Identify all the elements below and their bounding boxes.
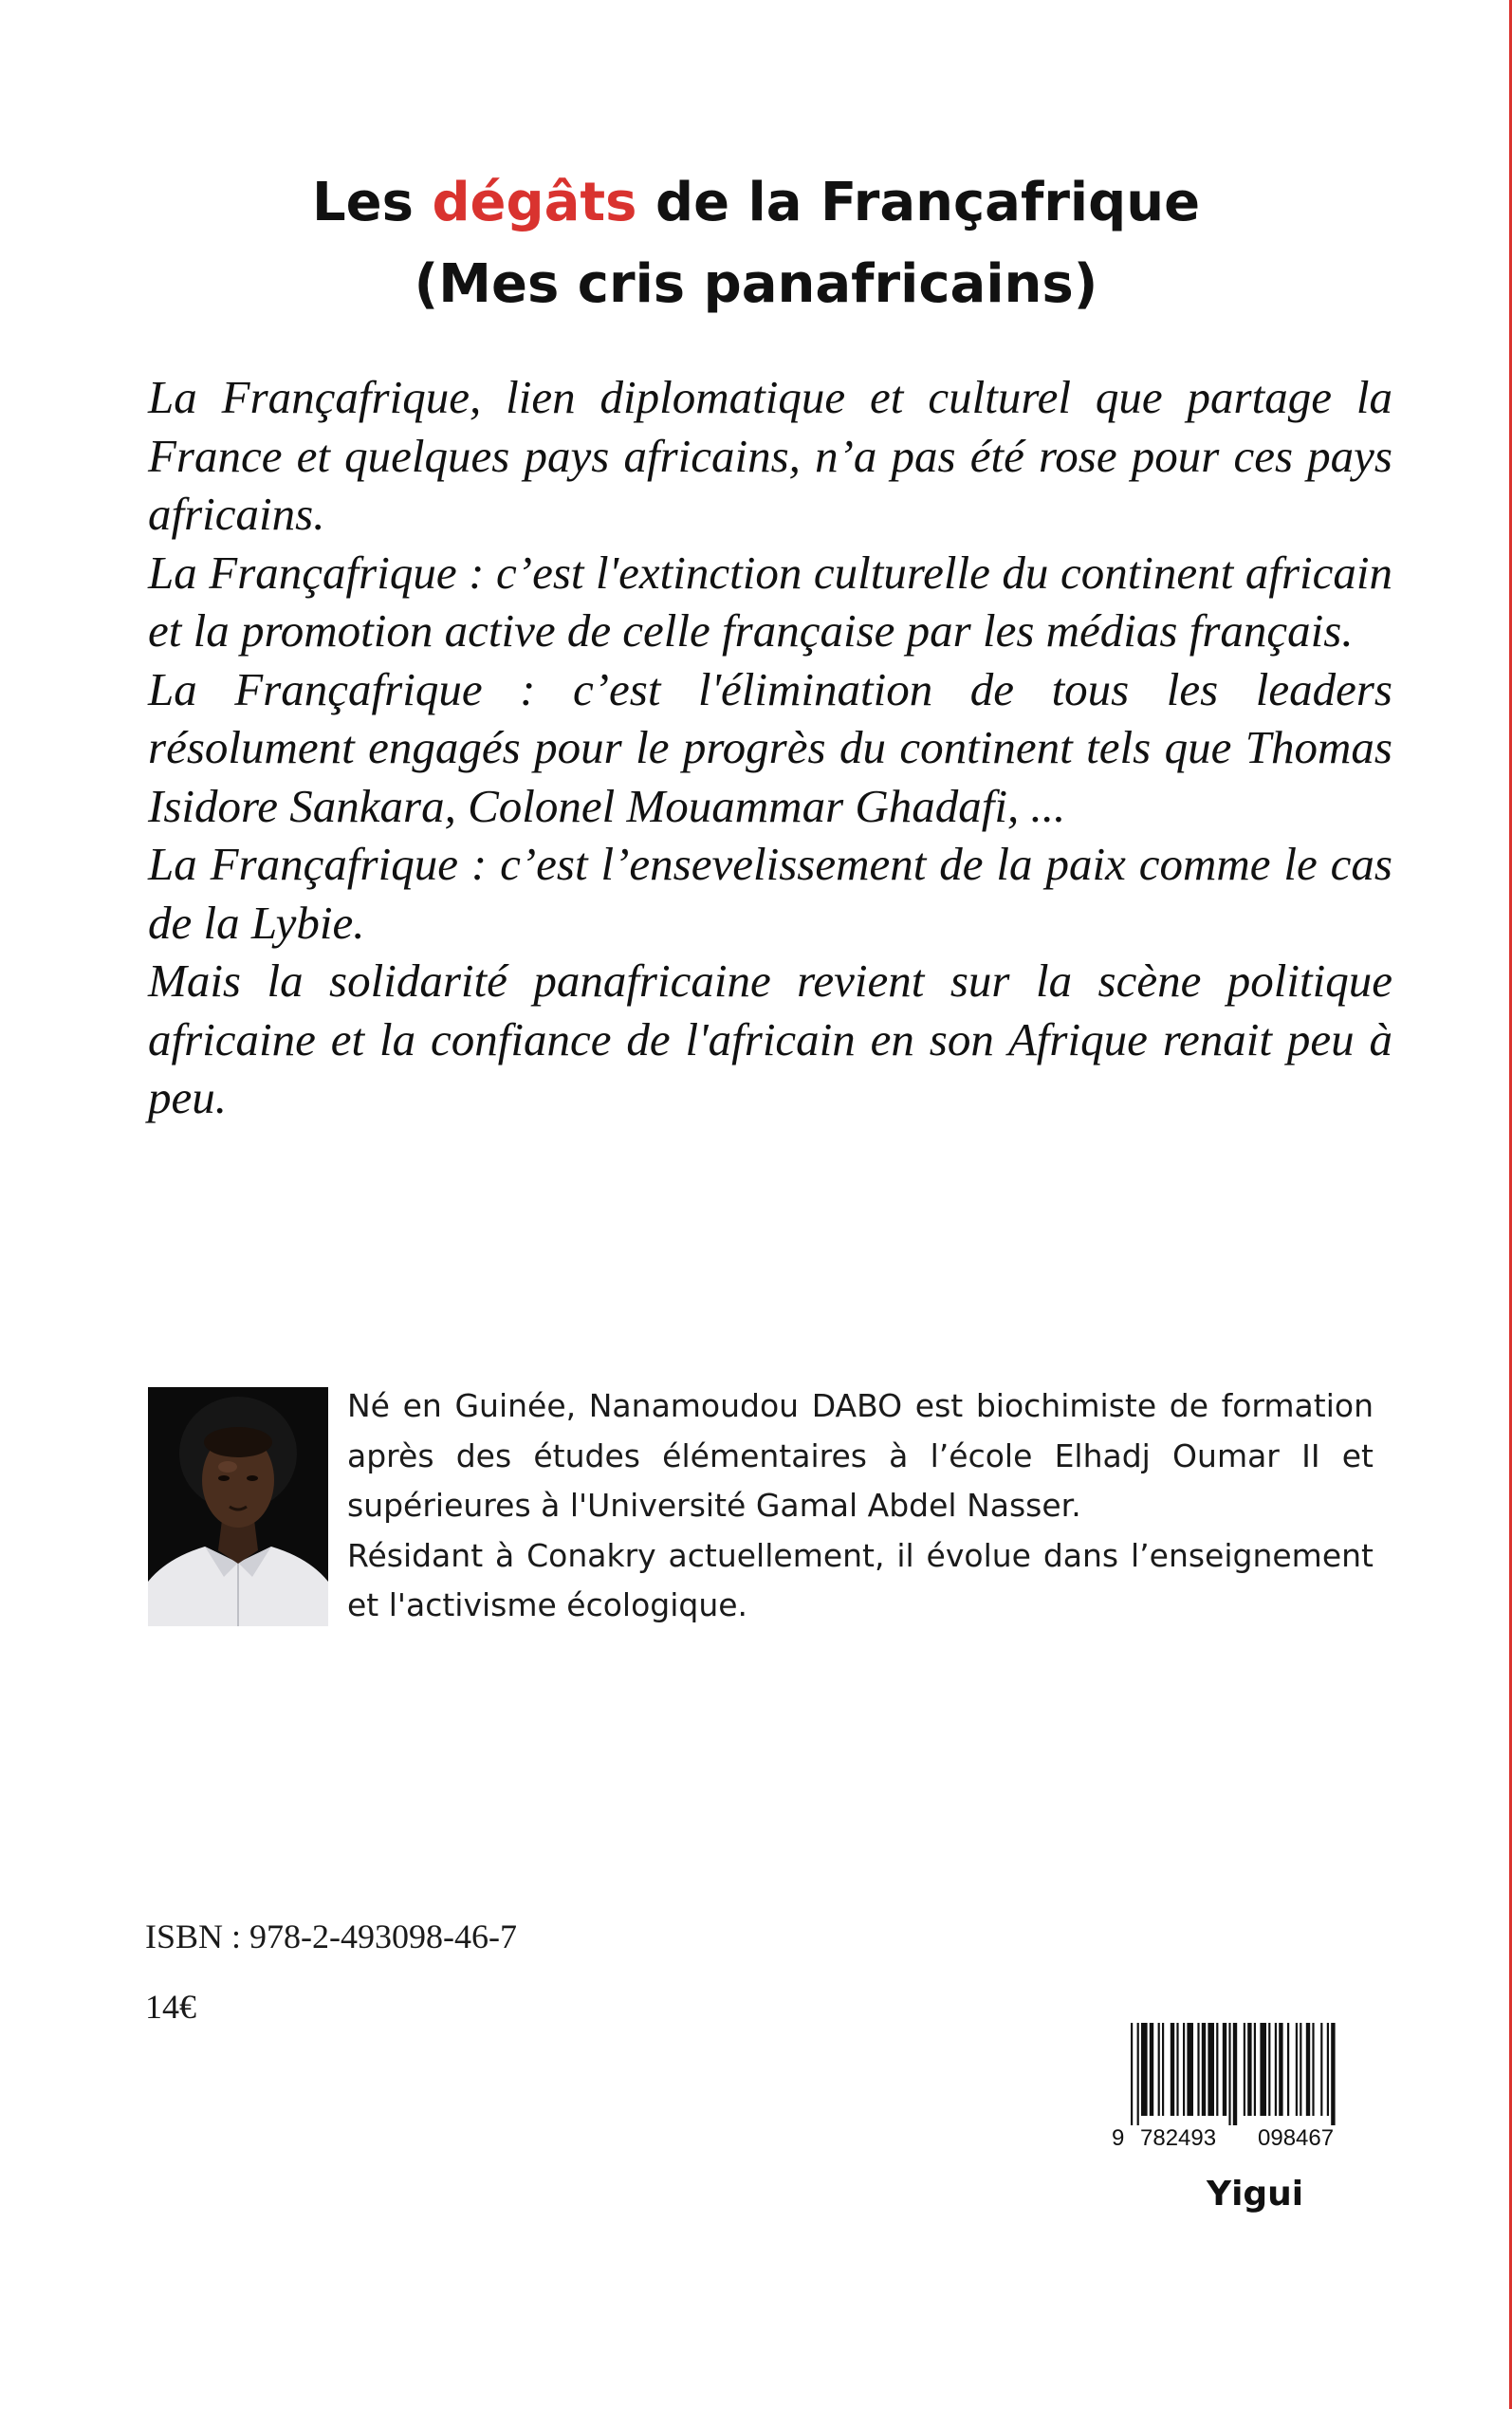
barcode-bar	[1247, 2023, 1251, 2116]
barcode-bar	[1208, 2023, 1214, 2116]
barcode-right-group: 098467	[1258, 2125, 1335, 2151]
barcode-bar	[1275, 2023, 1277, 2116]
publisher-name: Yigui	[1207, 2175, 1304, 2214]
barcode-bar	[1137, 2023, 1139, 2125]
title-part: Les	[311, 172, 433, 233]
book-title	[0, 159, 1512, 247]
barcode-bar	[1300, 2023, 1301, 2116]
barcode-bar	[1296, 2023, 1298, 2116]
barcode-bar	[1233, 2023, 1237, 2125]
title-accent-word: dégâts	[432, 172, 637, 233]
title-part: de la Françafrique	[636, 172, 1201, 233]
book-subtitle: (Mes cris panafricains)	[414, 253, 1098, 315]
barcode-bar	[1331, 2023, 1335, 2125]
barcode-bar	[1171, 2023, 1174, 2116]
barcode-bar	[1279, 2023, 1282, 2116]
price-label: 14€	[145, 1988, 196, 2026]
barcode-bar	[1312, 2023, 1314, 2116]
barcode-bar	[1244, 2023, 1245, 2116]
barcode-bar	[1187, 2023, 1193, 2116]
bio-paragraph: Né en Guinée, Nanamoudou DABO est biochimiste de formation après des études élémentaires à l’école Elhadj Oumar II et supérieures à l'Université Gamal Abdel Nasser.	[347, 1387, 1374, 1524]
isbn-barcode	[1108, 2023, 1379, 2165]
barcode-left-group: 782493	[1140, 2125, 1217, 2151]
barcode-bar	[1268, 2023, 1270, 2116]
barcode-bar	[1183, 2023, 1185, 2116]
barcode-bar	[1141, 2023, 1148, 2116]
back-cover-blurb	[148, 368, 1392, 1127]
barcode-icon	[1108, 2023, 1379, 2127]
blurb-paragraph: La Françafrique : c’est l'élimination de tous les leaders résolument engagés pour le progrès du continent tels que Thomas Isidore Sankara, Colonel Mouammar Ghadafi, ...	[148, 662, 1392, 832]
blurb-paragraph: La Françafrique : c’est l’ensevelissement de la paix comme le cas de la Lybie.	[148, 838, 1392, 949]
barcode-bar	[1197, 2023, 1199, 2116]
barcode-bar	[1306, 2023, 1310, 2116]
bio-paragraph: Résidant à Conakry actuellement, il évolue dans l’enseignement et l'activisme écologique.	[347, 1536, 1374, 1623]
barcode-bar	[1327, 2023, 1329, 2116]
barcode-bar	[1254, 2023, 1256, 2116]
blurb-paragraph: La Françafrique : c’est l'extinction culturelle du continent africain et la promotion active de celle française par les médias français.	[148, 546, 1392, 657]
barcode-bar	[1223, 2023, 1226, 2116]
isbn-label: ISBN : 978-2-493098-46-7	[145, 1918, 517, 1955]
barcode-bar	[1131, 2023, 1133, 2125]
author-bio	[347, 1381, 1374, 1631]
barcode-first-digit: 9	[1112, 2125, 1125, 2151]
author-portrait-photo	[148, 1387, 328, 1626]
barcode-bar	[1216, 2023, 1218, 2116]
barcode-bar	[1320, 2023, 1322, 2116]
barcode-bar	[1287, 2023, 1289, 2116]
barcode-bar	[1150, 2023, 1153, 2116]
barcode-bar	[1202, 2023, 1206, 2116]
barcode-bar	[1158, 2023, 1160, 2116]
barcode-bar	[1260, 2023, 1266, 2116]
barcode-bar	[1176, 2023, 1178, 2116]
barcode-bar	[1162, 2023, 1164, 2116]
author-portrait-icon	[148, 1387, 328, 1626]
blurb-paragraph: La Françafrique, lien diplomatique et culturel que partage la France et quelques pays africains, n’a pas été rose pour ces pays africains.	[148, 371, 1392, 540]
blurb-paragraph: Mais la solidarité panafricaine revient sur la scène politique africaine et la confiance de l'africain en son Afrique renait peu à peu.	[148, 954, 1392, 1123]
barcode-bar	[1228, 2023, 1230, 2125]
